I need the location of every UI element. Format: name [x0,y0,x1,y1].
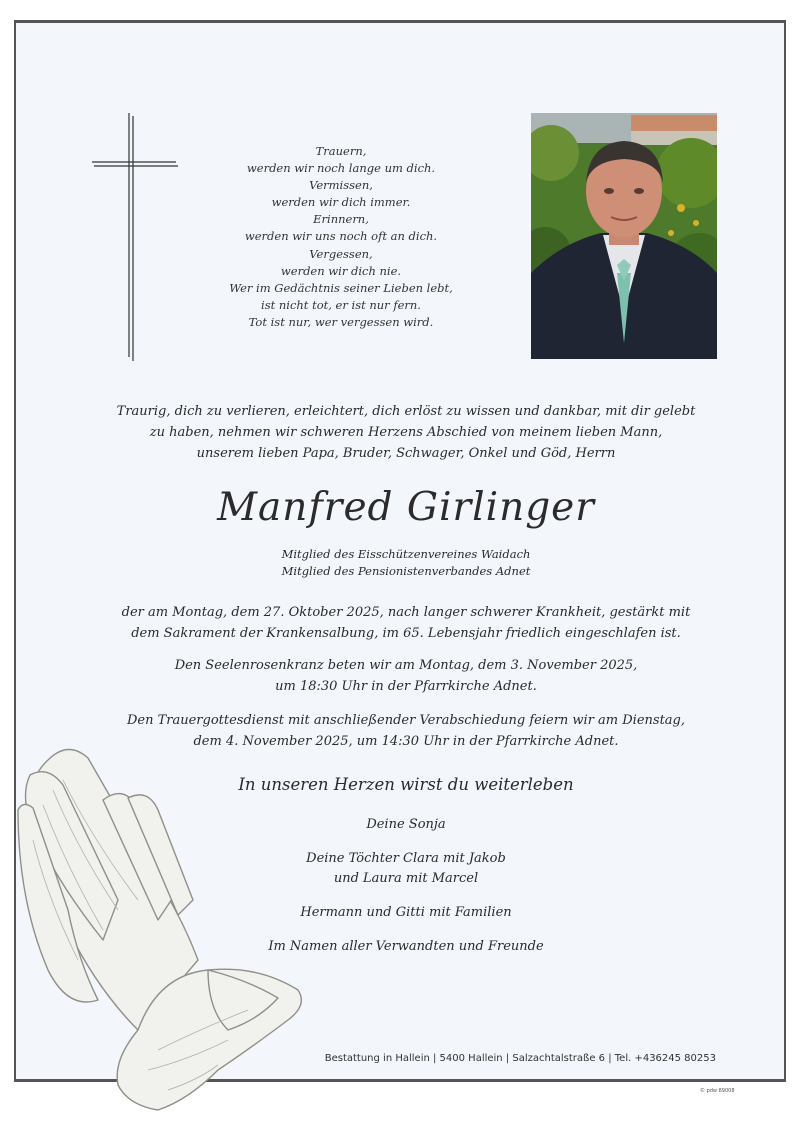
poem-line: Erinnern, [313,212,369,227]
rosary-notice [36,656,776,697]
cross-icon [90,113,180,361]
intro-line: Traurig, dich zu verlieren, erleichtert, dich erlöst zu wissen und dankbar, mit dir gelebt [116,404,696,419]
funeral-line: dem 4. November 2025, um 14:30 Uhr in der Pfarrkirche Adnet. [193,733,619,749]
deceased-name: Manfred Girlinger [217,485,595,530]
memberships [156,546,656,579]
rosary-line: Den Seelenrosenkranz beten wir am Montag, dem 3. November 2025, [174,658,638,673]
poem-line: werden wir dich immer. [271,195,411,210]
family-daughters-line: und Laura mit Marcel [333,871,479,886]
poem-line: werden wir uns noch oft an dich. [244,229,438,244]
funeral-line: Den Trauergottesdienst mit anschließender Verabschiedung feiern wir am Dienstag, [126,713,686,728]
funeral-home-footer: Bestattung in Hallein | 5400 Hallein | Salzachtalstraße 6 | Tel. +436245 80253 [324,1053,716,1064]
membership-line: Mitglied des Pensionistenverbandes Adnet [281,563,531,578]
poem-line: Vergessen, [309,246,373,261]
motto: In unseren Herzen wirst du weiterleben [238,775,574,794]
portrait-photo [531,113,717,359]
praying-hands-icon [8,730,308,1130]
death-notice [36,603,776,644]
poem-line: werden wir noch lange um dich. [246,161,436,176]
poem-line: Vermissen, [309,178,373,193]
family-siblings: Hermann und Gitti mit Familien [300,905,512,920]
print-code: © pdw 89008 [700,1088,735,1094]
poem-line: ist nicht tot, er ist nur fern. [261,297,421,312]
death-notice-line: dem Sakrament der Krankensalbung, im 65. Lebensjahr friedlich eingeschlafen ist. [131,625,681,641]
poem-line: werden wir dich nie. [280,263,402,278]
poem-line: Tot ist nur, wer vergessen wird. [248,314,434,329]
poem-line: Wer im Gedächtnis seiner Lieben lebt, [229,280,453,295]
family-others: Im Namen aller Verwandten und Freunde [268,939,544,954]
intro-text [56,401,756,464]
intro-line: zu haben, nehmen wir schweren Herzens Abschied von meinem lieben Mann, [149,425,663,440]
death-notice-line: der am Montag, dem 27. Oktober 2025, nach langer schwerer Krankheit, gestärkt mit [121,605,691,620]
rosary-line: um 18:30 Uhr in der Pfarrkirche Adnet. [275,678,537,694]
family-wife: Deine Sonja [366,817,446,832]
intro-line: unserem lieben Papa, Bruder, Schwager, Onkel und Göd, Herrn [196,446,616,461]
membership-line: Mitglied des Eisschützenvereines Waidach [281,547,531,561]
poem-line: Trauern, [315,144,367,158]
poem [176,143,506,331]
family-daughters-line: Deine Töchter Clara mit Jakob [306,851,506,866]
